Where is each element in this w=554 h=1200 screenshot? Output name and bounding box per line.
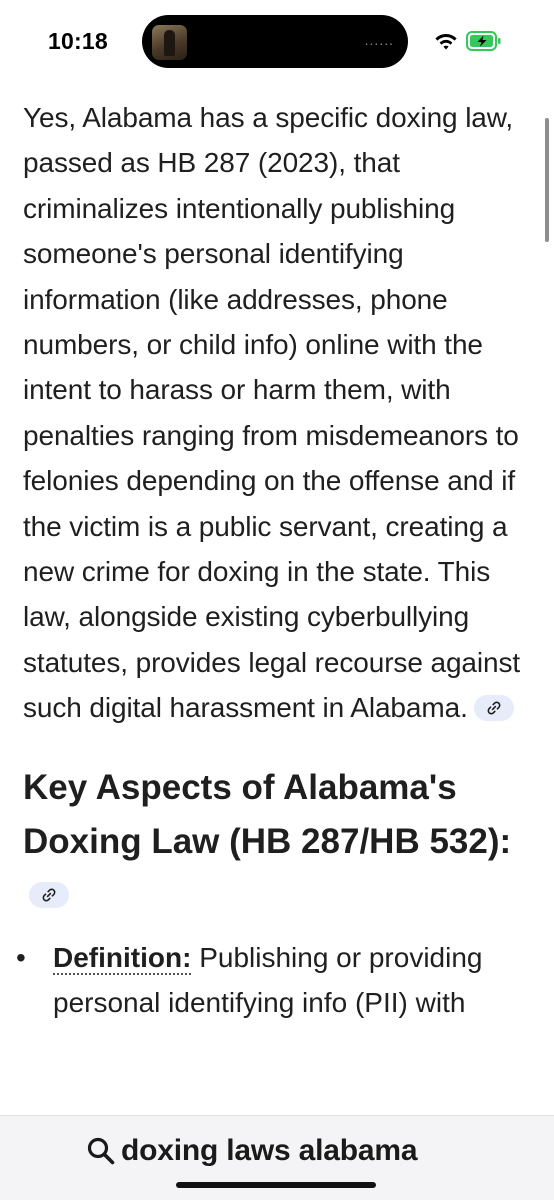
answer-content bbox=[16, 95, 538, 1025]
island-dots: ...... bbox=[364, 32, 394, 48]
section-heading bbox=[23, 761, 538, 923]
link-icon bbox=[41, 887, 57, 903]
scrollbar[interactable] bbox=[545, 118, 549, 242]
now-playing-artwork[interactable] bbox=[152, 25, 187, 60]
definition-term-link[interactable]: Definition: bbox=[53, 941, 192, 973]
bullet-dot: • bbox=[16, 941, 26, 973]
home-indicator[interactable] bbox=[176, 1182, 376, 1188]
section-heading-text: Key Aspects of Alabama's Doxing Law (HB 287/HB 532): bbox=[23, 767, 512, 861]
search-icon bbox=[86, 1136, 116, 1166]
list-item bbox=[16, 935, 538, 1025]
link-icon bbox=[486, 700, 502, 716]
source-link-chip[interactable] bbox=[474, 695, 514, 721]
ai-answer-paragraph bbox=[23, 95, 538, 731]
answer-text: Yes, Alabama has a specific doxing law, passed as HB 287 (2023), that criminalizes intentionally publishing someone's personal identifying information (like addresses, phone numbers, or child info) online with the intent to harass or harm them, with penalties ranging from misdemeanors to felonies depending on the offense and if the victim is a public servant, creating a new crime for doxing in the state. This law, alongside existing cyberbullying statutes, provides legal recourse against such digital harassment in Alabama. bbox=[23, 102, 521, 724]
search-query-text: doxing laws alabama bbox=[121, 1134, 418, 1167]
battery-charging-icon bbox=[466, 30, 502, 52]
section-link-chip[interactable] bbox=[29, 882, 69, 908]
search-query-button[interactable] bbox=[86, 1130, 417, 1172]
dynamic-island[interactable] bbox=[142, 15, 408, 68]
definition-text: Publishing or providing personal identifying info (PII) with bbox=[53, 941, 483, 1018]
artwork-figure bbox=[164, 30, 175, 56]
wifi-icon bbox=[434, 31, 458, 51]
status-time: 10:18 bbox=[48, 28, 108, 54]
status-bar bbox=[0, 0, 554, 86]
key-aspects-list bbox=[16, 935, 538, 1025]
